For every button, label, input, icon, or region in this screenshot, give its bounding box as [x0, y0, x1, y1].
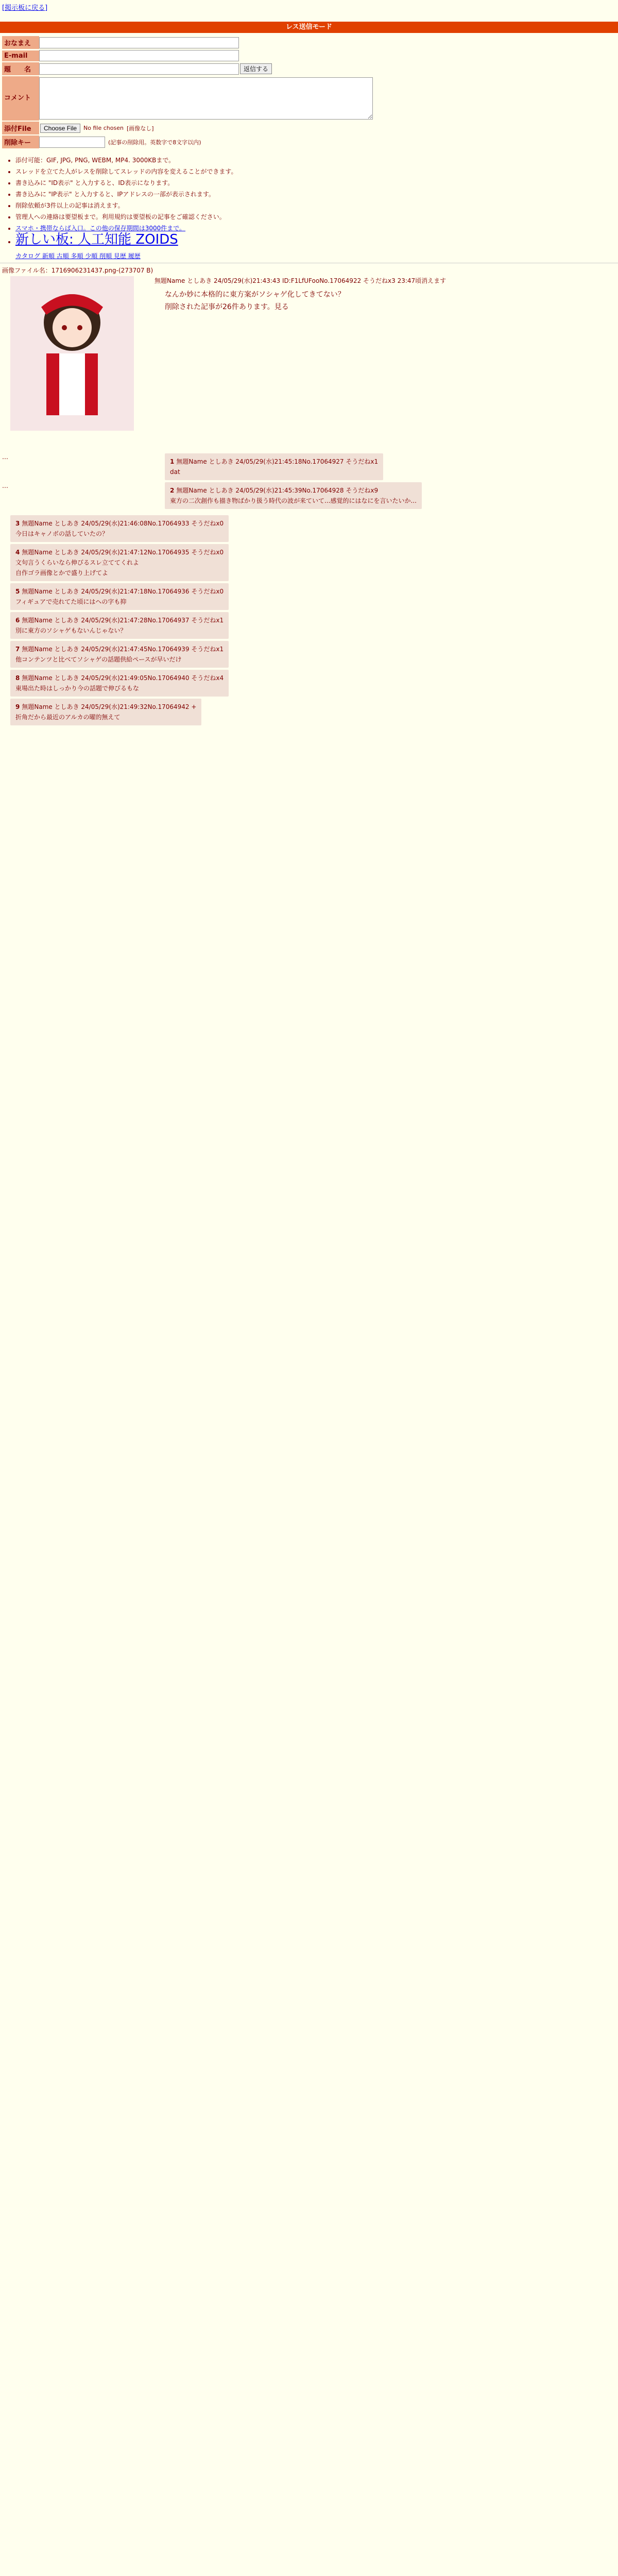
reply-header: 無題Name としあき 24/05/29(水)21:46:08No.17064933 そうだねx0	[22, 520, 224, 527]
reply-header: 無題Name としあき 24/05/29(水)21:47:45No.17064939 そうだねx1	[22, 646, 224, 653]
reply-post	[10, 612, 229, 639]
password-label: 削除キー	[2, 135, 39, 148]
reply-index: 1	[170, 458, 175, 465]
rule-item: • 書き込みに "ID表示" と入力すると、ID表示になります。	[15, 177, 237, 189]
rule-item: • 管理人への連絡は要望板まで。利用規約は要望板の記事をご確認ください。	[15, 211, 237, 223]
reply-post	[10, 544, 229, 581]
reply-text: 別に東方のソシャゲもないんじゃない？	[15, 627, 127, 634]
reply-header: 無題Name としあき 24/05/29(水)21:47:12No.17064935 そうだねx0	[22, 549, 224, 556]
op-line: 削除された記事が26件あります。見る	[165, 303, 289, 311]
rules-list	[15, 155, 237, 247]
reply-index: 9	[15, 703, 20, 710]
reply-text: フィギュアで売れてた頃にはヘの字も抑	[15, 598, 127, 605]
mobile-link[interactable]: スマホ・携帯ならば入口。この他の保存期間は3000件まで。	[15, 225, 186, 232]
sort-toolbar	[15, 251, 141, 260]
reply-text: 東方の二次創作も描き物ばかり扱う時代の波が来ていて...感覚的にはなにを言いたいか...	[170, 497, 417, 504]
ad-title-item	[15, 234, 237, 247]
name-label: おなまえ	[2, 36, 39, 49]
op-body	[165, 289, 474, 313]
password-hint: (記事の削除用。英数字で8文字以内)	[108, 139, 201, 146]
email-label: E-mail	[2, 50, 39, 61]
reply-post	[10, 670, 229, 697]
reply-post	[10, 515, 229, 542]
op-file-info[interactable]: 画像ファイル名：1716906231437.png-(273707 B)	[2, 267, 153, 274]
reply-header: 無題Name としあき 24/05/29(水)21:45:39No.17064928 そうだねx9	[176, 487, 379, 494]
reply-text: 他コンテンツと比べてソシャゲの話題供給ペースが早いだけ	[15, 656, 182, 663]
reply-post	[10, 583, 229, 610]
subject-label: 題 名	[2, 62, 39, 75]
op-thumbnail[interactable]	[10, 276, 134, 431]
email-input[interactable]	[39, 50, 239, 61]
comment-label: コメント	[2, 76, 39, 121]
reply-header: 無題Name としあき 24/05/29(水)21:49:32No.17064942 +	[22, 703, 197, 710]
op-header: 無題Name としあき 24/05/29(水)21:43:43 ID:F1LfUFooNo.17064922 そうだねx3 23:47頃消えます	[154, 277, 447, 284]
choose-file-button[interactable]: Choose File	[40, 124, 80, 133]
reply-post	[165, 453, 383, 480]
reply-index: 8	[15, 674, 20, 682]
reply-text: 今日はキャノボの話していたの？	[15, 530, 109, 537]
submit-button[interactable]: 返信する	[240, 63, 272, 74]
reply-header: 無題Name としあき 24/05/29(水)21:45:18No.17064927 そうだねx1	[176, 458, 379, 465]
new-board-link[interactable]: 新しい板: 人工知能 ZOIDS	[15, 232, 178, 247]
reply-index: 5	[15, 588, 20, 595]
reply-text: dat	[170, 468, 180, 476]
name-input[interactable]	[39, 37, 239, 48]
reply-text: 東場出た時はしっかり今の話題で伸びるもな	[15, 685, 140, 692]
reply-header: 無題Name としあき 24/05/29(水)21:47:18No.17064936 そうだねx0	[22, 588, 224, 595]
reply-post	[10, 641, 229, 668]
rule-item: • 書き込みに "IP表示" と入力すると、IPアドレスの一部が表示されます。	[15, 189, 237, 200]
rule-item: • スレッドを立てた人がレスを削除してスレッドの内容を変えることができます。	[15, 166, 237, 177]
reply-form	[2, 36, 393, 149]
reply-marker: …	[2, 482, 8, 489]
toolbar-links[interactable]: カタログ 新順 古順 多順 少順 削順 見歴 履歴	[15, 252, 141, 260]
no-image-checkbox[interactable]: [画像なし]	[126, 125, 154, 132]
reply-header: 無題Name としあき 24/05/29(水)21:49:05No.17064940 そうだねx4	[22, 674, 224, 682]
reply-post	[10, 699, 201, 725]
mode-bar: レス送信モード	[0, 22, 618, 33]
rule-item: • 添付可能：GIF, JPG, PNG, WEBM, MP4. 3000KBまで。	[15, 155, 237, 166]
reply-index: 7	[15, 646, 20, 653]
subject-input[interactable]	[39, 63, 239, 75]
reply-marker: …	[2, 453, 8, 461]
reply-text: 折角だから最近のアルカの曜的無えて	[15, 714, 121, 721]
reply-index: 4	[15, 549, 20, 556]
password-input[interactable]	[39, 137, 105, 148]
file-status: No file chosen	[83, 125, 124, 131]
reply-index: 2	[170, 487, 175, 494]
reply-index: 6	[15, 617, 20, 624]
op-line: なんか妙に本格的に東方案がソシャゲ化してきてない？	[165, 291, 345, 299]
rule-item: • 削除依頼が3件以上の記事は消えます。	[15, 200, 237, 211]
reply-post	[165, 482, 422, 509]
back-link[interactable]: [掲示板に戻る]	[2, 4, 48, 12]
comment-textarea[interactable]	[39, 77, 373, 120]
reply-index: 3	[15, 520, 20, 527]
reply-text: 文句言うくらいなら伸びるスレ立ててくれよ 自作ゴラ画像とかで盛り上げてよ	[15, 559, 140, 577]
reply-header: 無題Name としあき 24/05/29(水)21:47:28No.17064937 そうだねx1	[22, 617, 224, 624]
file-label: 添付File	[2, 122, 39, 134]
